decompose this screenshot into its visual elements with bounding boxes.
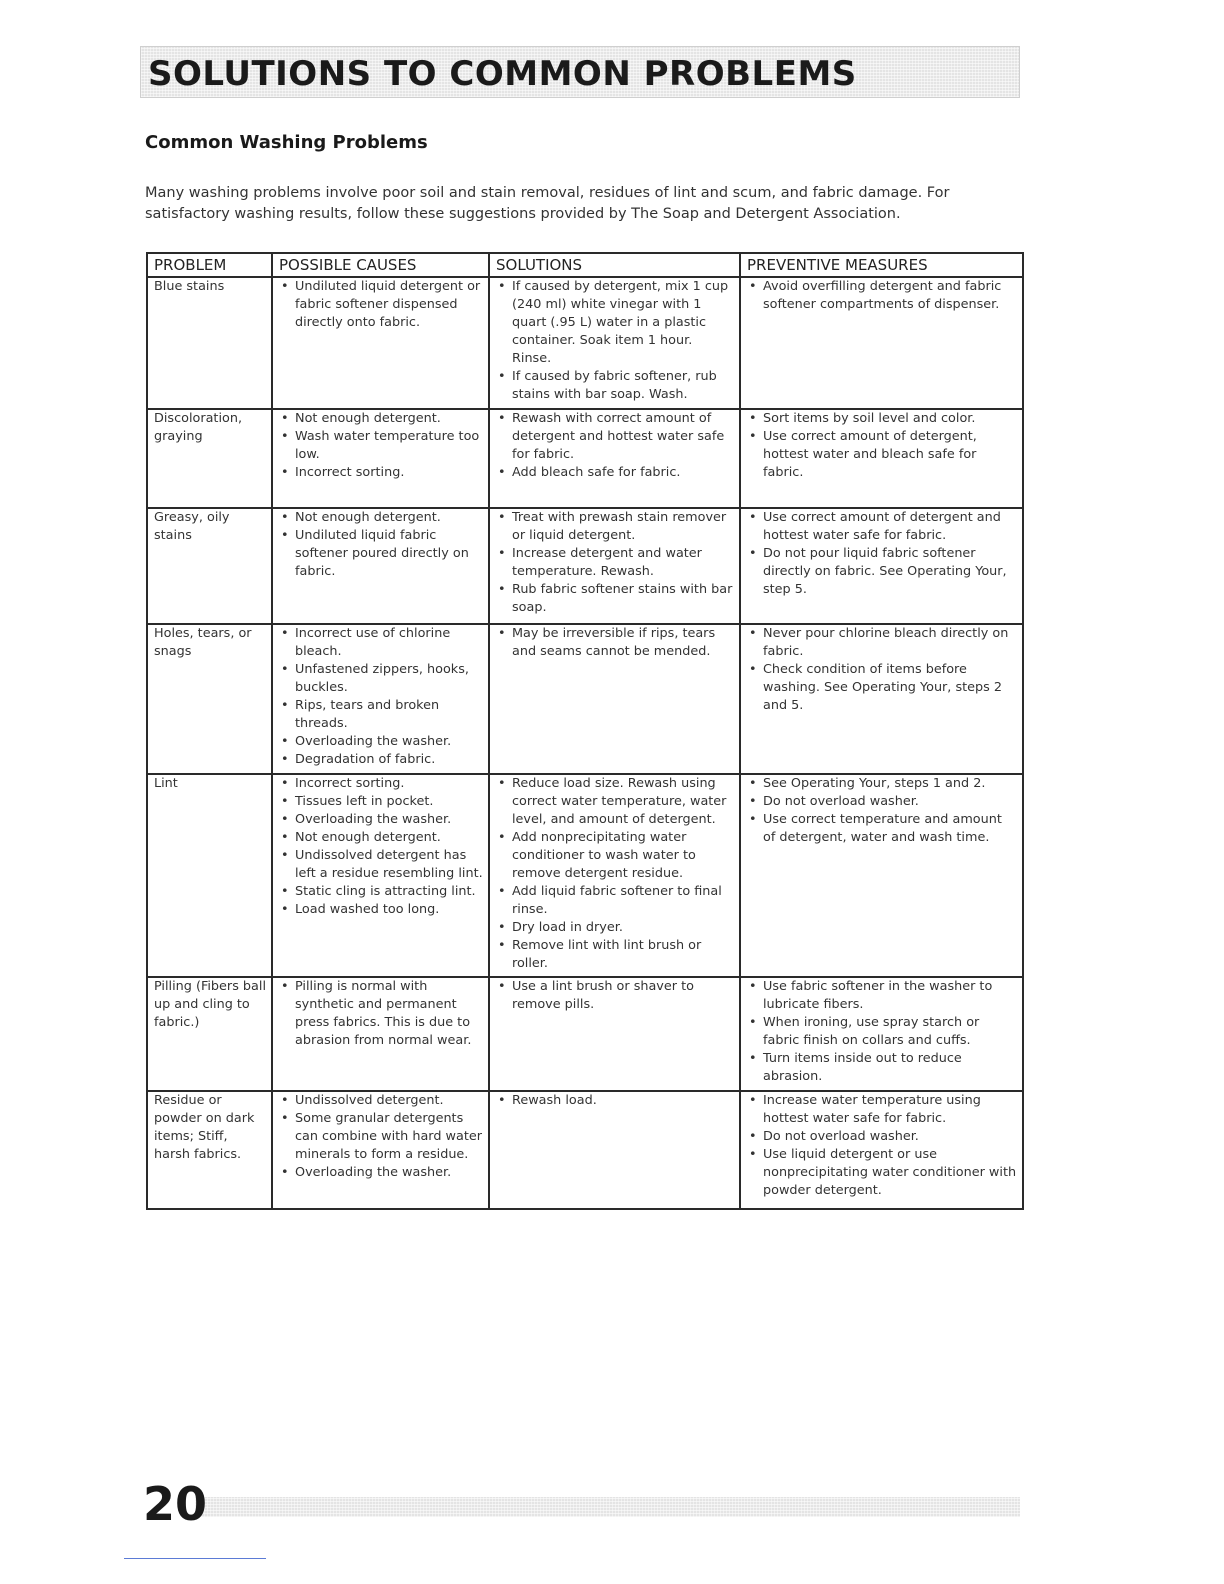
causes-cell (272, 409, 489, 508)
table-row (147, 508, 1023, 624)
measures-cell (740, 977, 1023, 1091)
list-item: • Avoid overfilling detergent and fabric softener compartments of dispenser. (747, 278, 1018, 314)
solutions-cell (489, 277, 740, 409)
problem-cell: Greasy, oily stains (147, 508, 272, 624)
solutions-cell (489, 624, 740, 774)
bullet-list (496, 978, 735, 1014)
measures-cell (740, 508, 1023, 624)
bullet-list (496, 775, 735, 973)
list-item: • Overloading the washer. (279, 733, 484, 751)
list-item: • Rips, tears and broken threads. (279, 697, 484, 733)
list-item: • Not enough detergent. (279, 829, 484, 847)
list-item: • When ironing, use spray starch or fabric finish on collars and cuffs. (747, 1014, 1018, 1050)
bullet-list (279, 509, 484, 581)
problem-cell: Lint (147, 774, 272, 977)
header-problem: PROBLEM (147, 253, 272, 277)
bullet-list (496, 410, 735, 482)
list-item: • Unfastened zippers, hooks, buckles. (279, 661, 484, 697)
list-item: • Rewash load. (496, 1092, 735, 1110)
header-preventive-measures: PREVENTIVE MEASURES (740, 253, 1023, 277)
table-row (147, 624, 1023, 774)
section-heading: Common Washing Problems (145, 132, 428, 153)
causes-cell (272, 624, 489, 774)
measures-cell (740, 624, 1023, 774)
solutions-cell (489, 774, 740, 977)
table-row (147, 277, 1023, 409)
measures-cell (740, 277, 1023, 409)
bullet-list (496, 1092, 735, 1110)
bullet-list (747, 509, 1018, 599)
measures-cell (740, 774, 1023, 977)
bottom-rule (124, 1558, 266, 1559)
list-item: • Degradation of fabric. (279, 751, 484, 769)
solutions-cell (489, 508, 740, 624)
list-item: • Dry load in dryer. (496, 919, 735, 937)
list-item: • Undiluted liquid fabric softener poured directly on fabric. (279, 527, 484, 581)
problem-cell: Residue or powder on dark items; Stiff, harsh fabrics. (147, 1091, 272, 1209)
list-item: • Incorrect sorting. (279, 464, 484, 482)
problem-cell: Blue stains (147, 277, 272, 409)
bullet-list (747, 278, 1018, 314)
problem-cell: Holes, tears, or snags (147, 624, 272, 774)
list-item: • Use correct temperature and amount of detergent, water and wash time. (747, 811, 1018, 847)
bullet-list (747, 625, 1018, 715)
list-item: • Undissolved detergent has left a residue resembling lint. (279, 847, 484, 883)
list-item: • Rub fabric softener stains with bar soap. (496, 581, 735, 617)
list-item: • Wash water temperature too low. (279, 428, 484, 464)
list-item: • Turn items inside out to reduce abrasion. (747, 1050, 1018, 1086)
list-item: • Incorrect sorting. (279, 775, 484, 793)
list-item: • May be irreversible if rips, tears and seams cannot be mended. (496, 625, 735, 661)
table-row (147, 774, 1023, 977)
bullet-list (279, 278, 484, 332)
list-item: • Use correct amount of detergent, hottest water and bleach safe for fabric. (747, 428, 1018, 482)
list-item: • Sort items by soil level and color. (747, 410, 1018, 428)
problems-table (146, 252, 1024, 1210)
bullet-list (747, 410, 1018, 482)
list-item: • Do not overload washer. (747, 1128, 1018, 1146)
list-item: • Not enough detergent. (279, 509, 484, 527)
list-item: • Incorrect use of chlorine bleach. (279, 625, 484, 661)
bullet-list (279, 1092, 484, 1182)
intro-paragraph: Many washing problems involve poor soil and stain removal, residues of lint and scum, and fabric damage. For satisfactory washing results, follow these suggestions provided by The Soap and Detergent Association. (145, 185, 950, 222)
list-item: • Add nonprecipitating water conditioner to wash water to remove detergent residue. (496, 829, 735, 883)
problem-cell: Discoloration, graying (147, 409, 272, 508)
list-item: • If caused by fabric softener, rub stains with bar soap. Wash. (496, 368, 735, 404)
list-item: • Treat with prewash stain remover or liquid detergent. (496, 509, 735, 545)
list-item: • If caused by detergent, mix 1 cup (240 ml) white vinegar with 1 quart (.95 L) water in a plastic container. Soak item 1 hour. Rinse. (496, 278, 735, 368)
list-item: • Not enough detergent. (279, 410, 484, 428)
solutions-cell (489, 1091, 740, 1209)
list-item: • Never pour chlorine bleach directly on fabric. (747, 625, 1018, 661)
solutions-cell (489, 409, 740, 508)
table-row (147, 977, 1023, 1091)
list-item: • Undiluted liquid detergent or fabric softener dispensed directly onto fabric. (279, 278, 484, 332)
list-item: • Use liquid detergent or use nonprecipitating water conditioner with powder detergent. (747, 1146, 1018, 1200)
list-item: • Check condition of items before washing. See Operating Your, steps 2 and 5. (747, 661, 1018, 715)
list-item: • Increase water temperature using hottest water safe for fabric. (747, 1092, 1018, 1128)
header-solutions: SOLUTIONS (489, 253, 740, 277)
bullet-list (747, 978, 1018, 1086)
table-row (147, 1091, 1023, 1209)
list-item: • Use fabric softener in the washer to lubricate fibers. (747, 978, 1018, 1014)
bullet-list (279, 410, 484, 482)
list-item: • Add liquid fabric softener to final rinse. (496, 883, 735, 919)
table-header-row (147, 253, 1023, 277)
list-item: • Some granular detergents can combine with hard water minerals to form a residue. (279, 1110, 484, 1164)
list-item: • Add bleach safe for fabric. (496, 464, 735, 482)
list-item: • See Operating Your, steps 1 and 2. (747, 775, 1018, 793)
causes-cell (272, 1091, 489, 1209)
list-item: • Reduce load size. Rewash using correct water temperature, water level, and amount of detergent. (496, 775, 735, 829)
bullet-list (496, 509, 735, 617)
list-item: • Do not overload washer. (747, 793, 1018, 811)
table-row (147, 409, 1023, 508)
list-item: • Use correct amount of detergent and hottest water safe for fabric. (747, 509, 1018, 545)
bullet-list (747, 775, 1018, 847)
list-item: • Overloading the washer. (279, 811, 484, 829)
causes-cell (272, 774, 489, 977)
bullet-list (496, 625, 735, 661)
measures-cell (740, 1091, 1023, 1209)
page-number: 20 (143, 1477, 208, 1531)
list-item: • Increase detergent and water temperature. Rewash. (496, 545, 735, 581)
bullet-list (279, 978, 484, 1050)
list-item: • Tissues left in pocket. (279, 793, 484, 811)
list-item: • Remove lint with lint brush or roller. (496, 937, 735, 973)
causes-cell (272, 508, 489, 624)
bullet-list (747, 1092, 1018, 1200)
bullet-list (279, 775, 484, 919)
list-item: • Use a lint brush or shaver to remove pills. (496, 978, 735, 1014)
list-item: • Undissolved detergent. (279, 1092, 484, 1110)
list-item: • Do not pour liquid fabric softener directly on fabric. See Operating Your, step 5. (747, 545, 1018, 599)
list-item: • Overloading the washer. (279, 1164, 484, 1182)
solutions-cell (489, 977, 740, 1091)
bullet-list (496, 278, 735, 404)
problem-cell: Pilling (Fibers ball up and cling to fabric.) (147, 977, 272, 1091)
list-item: • Load washed too long. (279, 901, 484, 919)
bullet-list (279, 625, 484, 769)
footer-banner (195, 1497, 1020, 1517)
header-possible-causes: POSSIBLE CAUSES (272, 253, 489, 277)
list-item: • Static cling is attracting lint. (279, 883, 484, 901)
causes-cell (272, 977, 489, 1091)
list-item: • Pilling is normal with synthetic and permanent press fabrics. This is due to abrasion from normal wear. (279, 978, 484, 1050)
page-title: SOLUTIONS TO COMMON PROBLEMS (148, 54, 857, 94)
measures-cell (740, 409, 1023, 508)
list-item: • Rewash with correct amount of detergent and hottest water safe for fabric. (496, 410, 735, 464)
causes-cell (272, 277, 489, 409)
